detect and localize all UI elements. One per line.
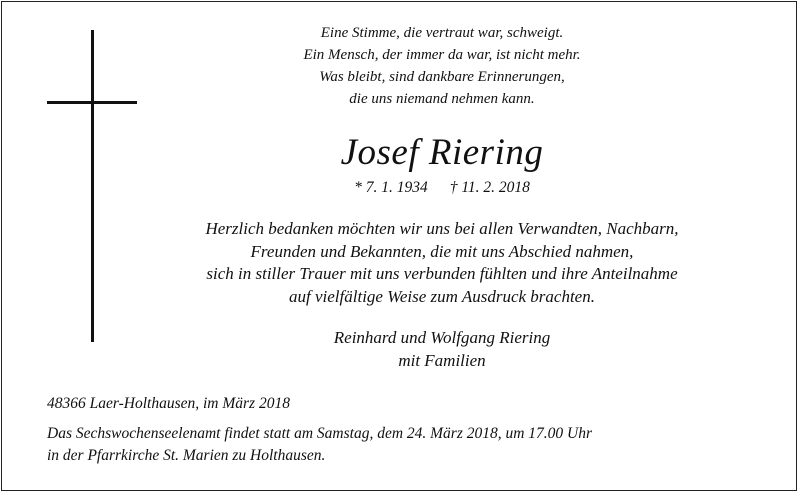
- place-date: 48366 Laer-Holthausen, im März 2018: [47, 395, 290, 412]
- family-names: Reinhard und Wolfgang Riering: [333, 328, 551, 347]
- poem-line: Was bleibt, sind dankbare Erinnerungen,: [319, 69, 565, 85]
- family-suffix: mit Familien: [398, 351, 486, 370]
- poem-line: Ein Mensch, der immer da war, ist nicht mehr.: [303, 47, 581, 63]
- birth-date: * 7. 1. 1934: [354, 179, 428, 196]
- poem-line: Eine Stimme, die vertraut war, schweigt.: [320, 25, 564, 41]
- thanks-line: Herzlich bedanken möchten wir uns bei allen Verwandten, Nachbarn,: [205, 219, 679, 238]
- thanks-line: sich in stiller Trauer mit uns verbunden fühlten und ihre Anteilnahme: [206, 264, 678, 283]
- deceased-name: Josef Riering: [340, 132, 544, 173]
- thanks-line: Freunden und Bekannten, die mit uns Abschied nahmen,: [250, 241, 634, 261]
- cross-vertical-bar: [91, 30, 94, 342]
- life-dates: [120, 178, 764, 198]
- family-signature: [120, 326, 764, 372]
- thanks-message: [120, 218, 764, 308]
- death-date: † 11. 2. 2018: [449, 179, 530, 196]
- service-line: Das Sechswochenseelenamt findet statt am Samstag, dem 24. März 2018, um 17.00 Uhr: [47, 425, 593, 442]
- poem-line: die uns niemand nehmen kann.: [349, 91, 535, 107]
- thanks-line: auf vielfältige Weise zum Ausdruck brachten.: [289, 286, 595, 306]
- memorial-poem: [120, 22, 764, 110]
- service-announcement: [47, 423, 787, 467]
- service-line: in der Pfarrkirche St. Marien zu Holthausen.: [47, 447, 326, 464]
